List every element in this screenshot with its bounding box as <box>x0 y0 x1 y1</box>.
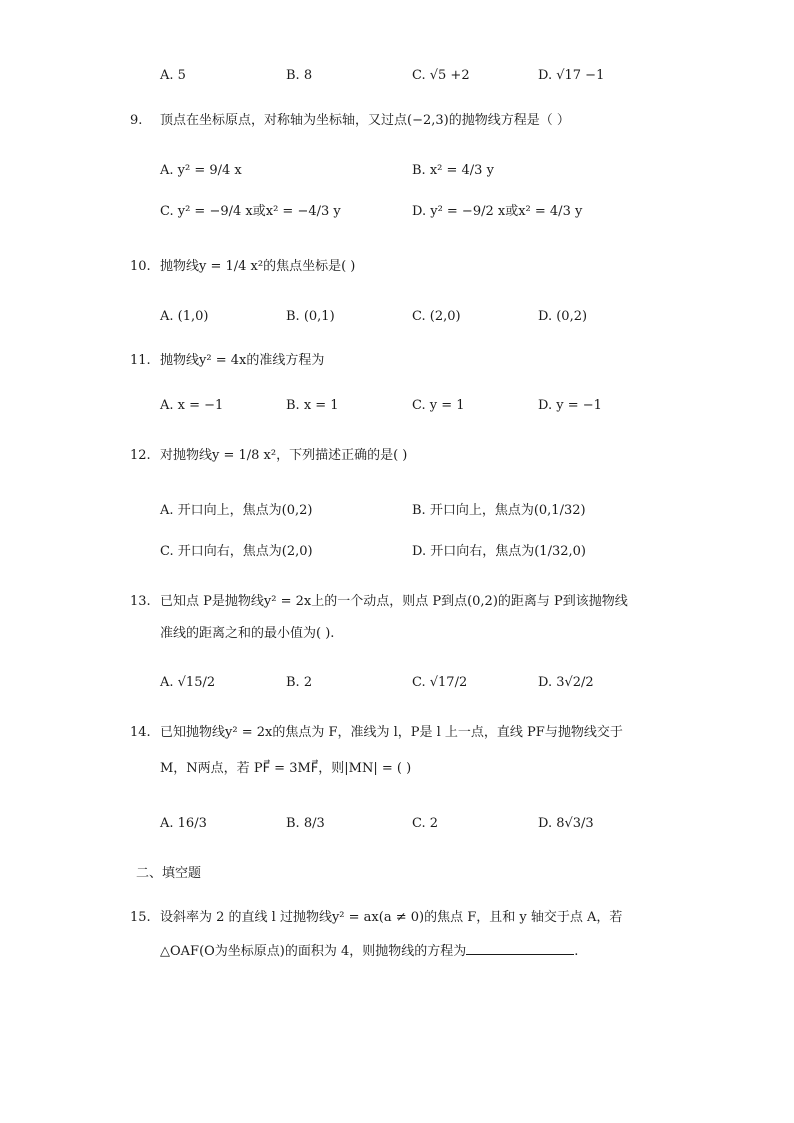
q13-option-b: B. 2 <box>286 675 313 690</box>
section-heading: 二、填空题 <box>136 866 202 881</box>
q12-number: 12. <box>130 448 151 463</box>
q9-option-a: A. y² = 9/4 x <box>160 163 242 178</box>
q14-stem-line1: 已知抛物线y² = 2x的焦点为 F，准线为 l，P是 l 上一点，直线 PF与抛物线交于 <box>160 725 623 740</box>
q9-number: 9. <box>130 113 143 128</box>
q12-option-c: C. 开口向右，焦点为(2,0) <box>160 544 313 559</box>
q8-option-c: C. √5 +2 <box>412 68 470 83</box>
q11-stem: 抛物线y² = 4x的准线方程为 <box>160 353 325 368</box>
q15-stem-line2-text: △OAF(O为坐标原点)的面积为 4，则抛物线的方程为 <box>160 944 467 959</box>
q14-number: 14. <box>130 725 151 740</box>
q14-stem-line2: M，N两点，若 PF⃗ = 3MF⃗，则|MN| = ( ) <box>160 761 412 776</box>
q13-stem-line1: 已知点 P是抛物线y² = 2x上的一个动点，则点 P到点(0,2)的距离与 P到该抛物线 <box>160 594 628 609</box>
q12-option-d: D. 开口向右，焦点为(1/32,0) <box>412 544 586 559</box>
q8-option-a: A. 5 <box>160 68 186 83</box>
q15-period: . <box>574 944 579 959</box>
q12-stem: 对抛物线y = 1/8 x²，下列描述正确的是( ) <box>160 448 408 463</box>
q8-option-b: B. 8 <box>286 68 313 83</box>
q9-stem: 顶点在坐标原点，对称轴为坐标轴，又过点(−2,3)的抛物线方程是（ ） <box>160 113 570 128</box>
q13-option-d: D. 3√2/2 <box>538 675 594 690</box>
q14-option-c: C. 2 <box>412 816 439 831</box>
q13-stem-line2: 准线的距离之和的最小值为( ). <box>160 626 335 641</box>
q10-option-c: C. (2,0) <box>412 309 461 324</box>
q11-number: 11. <box>130 353 151 368</box>
q10-option-d: D. (0,2) <box>538 309 588 324</box>
q15-number: 15. <box>130 910 151 925</box>
q9-option-b: B. x² = 4/3 y <box>412 163 494 178</box>
q10-option-a: A. (1,0) <box>160 309 209 324</box>
q10-stem: 抛物线y = 1/4 x²的焦点坐标是( ) <box>160 259 356 274</box>
q9-option-c: C. y² = −9/4 x或x² = −4/3 y <box>160 204 341 219</box>
q13-option-a: A. √15/2 <box>160 675 216 690</box>
answer-blank[interactable] <box>466 940 574 955</box>
q13-option-c: C. √17/2 <box>412 675 468 690</box>
q10-number: 10. <box>130 259 151 274</box>
q11-option-c: C. y = 1 <box>412 398 465 413</box>
q11-option-d: D. y = −1 <box>538 398 602 413</box>
q14-option-d: D. 8√3/3 <box>538 816 594 831</box>
q14-option-b: B. 8/3 <box>286 816 325 831</box>
q11-option-a: A. x = −1 <box>160 398 224 413</box>
q9-option-d: D. y² = −9/2 x或x² = 4/3 y <box>412 204 583 219</box>
q8-option-d: D. √17 −1 <box>538 68 605 83</box>
q10-option-b: B. (0,1) <box>286 309 335 324</box>
q14-option-a: A. 16/3 <box>160 816 207 831</box>
q11-option-b: B. x = 1 <box>286 398 339 413</box>
q12-option-a: A. 开口向上，焦点为(0,2) <box>160 503 313 518</box>
q15-stem-line2 <box>160 940 578 962</box>
q15-stem-line1: 设斜率为 2 的直线 l 过抛物线y² = ax(a ≠ 0)的焦点 F，且和 y 轴交于点 A，若 <box>160 910 623 925</box>
q13-number: 13. <box>130 594 151 609</box>
q12-option-b: B. 开口向上，焦点为(0,1/32) <box>412 503 586 518</box>
